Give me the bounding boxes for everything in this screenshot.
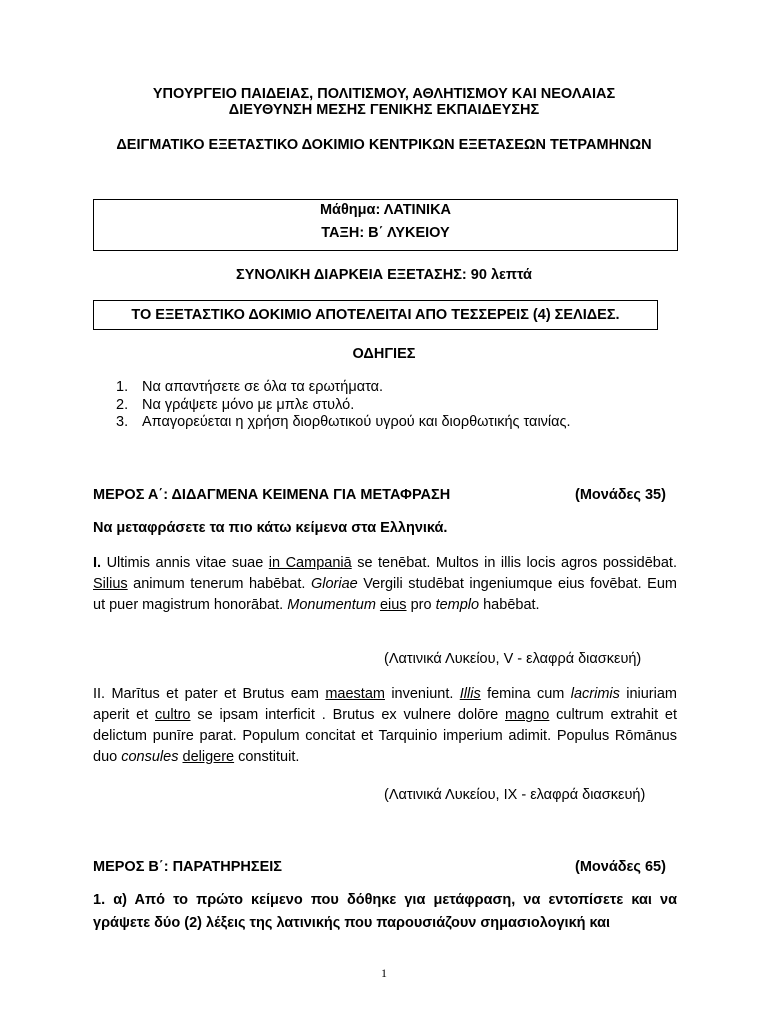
list-item: [116, 397, 676, 415]
underlined-word: deligere: [182, 749, 235, 765]
pages-notice: ΤΟ ΕΞΕΤΑΣΤΙΚΟ ΔΟΚΙΜΙΟ ΑΠΟΤΕΛΕΙΤΑΙ ΑΠΟ ΤΕΣΣΕΡΕΙΣ (4) ΣΕΛΙΔΕΣ.: [131, 307, 620, 323]
subject-label: Μάθημα: ΛΑΤΙΝΙΚΑ: [319, 202, 452, 218]
text-segment: se tenēbat. Multos in illis locis agros possidēbat.: [351, 555, 677, 571]
italic-word: Gloriae: [310, 576, 358, 592]
italic-word: Monumentum: [287, 597, 376, 613]
latin-text-2: [93, 684, 677, 768]
source-citation-1: (Λατινικά Λυκείου, V - ελαφρά διασκευή): [384, 651, 642, 667]
list-item-number: 3.: [116, 414, 129, 430]
text-segment: II. Marītus et pater et Brutus eam: [93, 686, 326, 702]
text-segment: cultrum extrahit et delictum punīre parat. Populum concitat et Tarquinio imperium adimit. Populus Rōmānus duo: [93, 707, 678, 765]
list-item-text: Να απαντήσετε σε όλα τα ερωτήματα.: [142, 379, 384, 395]
text-1-label: I.: [93, 555, 102, 571]
text-segment: se ipsam interficit . Brutus ex vulnere dolōre: [190, 707, 506, 723]
page-number: 1: [381, 966, 387, 980]
source-citation-2: (Λατινικά Λυκείου, IX - ελαφρά διασκευή): [384, 787, 646, 803]
text-segment: habēbat.: [479, 597, 540, 613]
text-segment: animum tenerum habēbat.: [127, 576, 311, 592]
subject-box: [93, 199, 678, 251]
exam-title: ΔΕΙΓΜΑΤΙΚΟ ΕΞΕΤΑΣΤΙΚΟ ΔΟΚΙΜΙΟ ΚΕΝΤΡΙΚΩΝ ΕΞΕΤΑΣΕΩΝ ΤΕΤΡΑΜΗΝΩΝ: [116, 137, 652, 153]
part-a-points: (Μονάδες 35): [575, 487, 666, 503]
list-item-text: Απαγορεύεται η χρήση διορθωτικού υγρού και διορθωτικής ταινίας.: [142, 414, 571, 430]
ministry-heading: ΥΠΟΥΡΓΕΙΟ ΠΑΙΔΕΙΑΣ, ΠΟΛΙΤΙΣΜΟΥ, ΑΘΛΗΤΙΣΜΟΥ ΚΑΙ ΝΕΟΛΑΙΑΣ: [152, 86, 616, 102]
pages-notice-box: [93, 300, 658, 330]
underlined-word: maestam: [325, 686, 385, 702]
instructions-list: [116, 379, 676, 432]
text-segment: iniuriam aperit et: [93, 686, 678, 723]
list-item: [116, 379, 676, 397]
text-segment: inveniunt.: [384, 686, 460, 702]
underlined-word: magno: [505, 707, 550, 723]
list-item-text: Να γράψετε μόνο με μπλε στυλό.: [142, 396, 355, 413]
text-segment: Vergili studēbat ingeniumque eius fovēbat. Eum ut puer magistrum honorābat.: [93, 576, 677, 613]
instructions-heading: ΟΔΗΓΙΕΣ: [352, 346, 416, 362]
exam-duration: ΣΥΝΟΛΙΚΗ ΔΙΑΡΚΕΙΑ ΕΞΕΤΑΣΗΣ: 90 λεπτά: [236, 267, 532, 283]
underlined-word: Silius: [93, 576, 128, 592]
part-a-title: ΜΕΡΟΣ Α΄: ΔΙΔΑΓΜΕΝΑ ΚΕΙΜΕΝΑ ΓΙΑ ΜΕΤΑΦΡΑΣΗ: [93, 487, 451, 503]
part-a-instruction: Να μεταφράσετε τα πιο κάτω κείμενα στα Ελληνικά.: [93, 520, 448, 536]
list-item-number: 1.: [116, 379, 129, 395]
directorate-heading: ΔΙΕΥΘΥΝΣΗ ΜΕΣΗΣ ΓΕΝΙΚΗΣ ΕΚΠΑΙΔΕΥΣΗΣ: [228, 102, 540, 118]
italic-word: consules: [121, 749, 179, 765]
part-b-title: ΜΕΡΟΣ Β΄: ΠΑΡΑΤΗΡΗΣΕΙΣ: [93, 859, 282, 875]
list-item: [116, 414, 676, 432]
italic-underlined-word: Illis: [459, 686, 481, 702]
part-b-question-1: 1. α) Από το πρώτο κείμενο που δόθηκε για μετάφραση, να εντοπίσετε και να γράψετε δύο (2) λέξεις της λατινικής που παρουσιάζουν σημασιολογική και: [93, 892, 677, 931]
underlined-word: eius: [379, 597, 407, 613]
italic-word: templo: [435, 597, 480, 613]
list-item-number: 2.: [116, 396, 129, 413]
underlined-word: cultro: [155, 707, 191, 723]
text-segment: constituit.: [234, 749, 300, 765]
text-segment: Ultimis annis vitae suae: [101, 555, 269, 571]
underlined-word: in Campaniā: [268, 555, 352, 571]
latin-text-1: [93, 553, 677, 616]
grade-label: ΤΑΞΗ: Β΄ ΛΥΚΕΙΟΥ: [321, 225, 450, 241]
text-segment: femina cum: [480, 686, 571, 702]
italic-word: lacrimis: [570, 686, 620, 702]
part-b-points: (Μονάδες 65): [575, 859, 666, 875]
text-segment: pro: [406, 597, 436, 613]
